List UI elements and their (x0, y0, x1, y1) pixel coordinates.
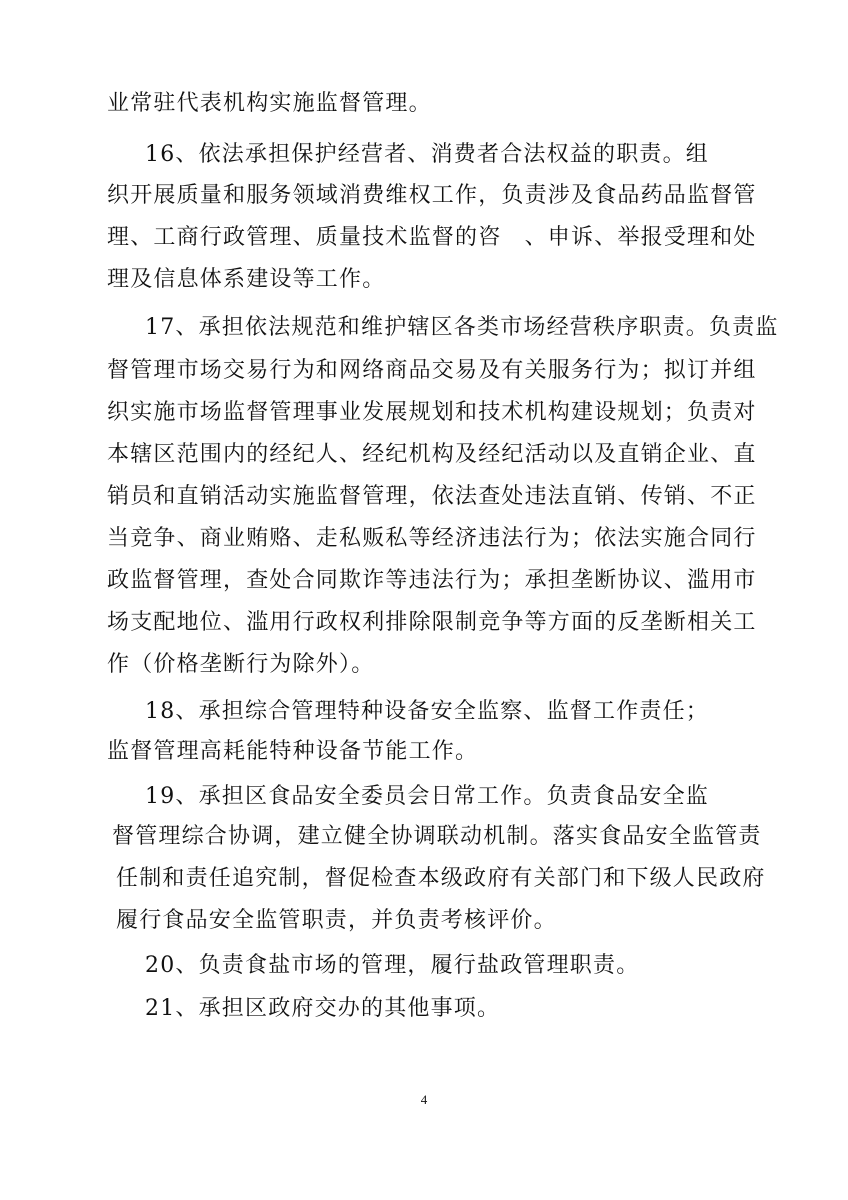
text-line: 理及信息体系建设等工作。 (107, 267, 386, 292)
text-line: 销员和直销活动实施监督管理，依法查处违法直销、传销、不正 (107, 484, 757, 509)
text-line: 政监督管理，查处合同欺诈等违法行为；承担垄断协议、滥用市 (107, 568, 757, 593)
text-line: 本辖区范围内的经纪人、经纪机构及经纪活动以及直销企业、直 (107, 442, 757, 467)
text-line: 监督管理高耗能特种设备节能工作。 (107, 739, 479, 764)
text-line: 16、依法承担保护经营者、消费者合法权益的职责。组 (145, 142, 709, 167)
text-line: 织开展质量和服务领域消费维权工作，负责涉及食品药品监督管 (107, 183, 757, 208)
text-line: 业常驻代表机构实施监督管理。 (107, 91, 432, 116)
text-line: 19、承担区食品安全委员会日常工作。负责食品安全监 (145, 784, 709, 809)
text-line: 18、承担综合管理特种设备安全监察、监督工作责任； (145, 699, 709, 724)
text-line: 督管理市场交易行为和网络商品交易及有关服务行为；拟订并组 (107, 358, 757, 383)
text-line: 履行食品安全监管职责，并负责考核评价。 (116, 908, 557, 933)
text-line: 督管理综合协调，建立健全协调联动机制。落实食品安全监管责 (112, 824, 762, 849)
text-line: 当竞争、商业贿赂、走私贩私等经济违法行为；依法实施合同行 (107, 526, 757, 551)
text-line: 17、承担依法规范和维护辖区各类市场经营秩序职责。负责监 (145, 315, 779, 340)
text-line: 理、工商行政管理、质量技术监督的咨 、申诉、举报受理和处 (107, 225, 757, 250)
text-line: 20、负责食盐市场的管理，履行盐政管理职责。 (145, 953, 640, 978)
page-number: 4 (420, 1092, 428, 1107)
text-line: 织实施市场监督管理事业发展规划和技术机构建设规划；负责对 (107, 400, 757, 425)
text-line: 21、承担区政府交办的其他事项。 (145, 996, 501, 1021)
text-line: 作（价格垄断行为除外）。 (107, 652, 375, 677)
text-line: 场支配地位、滥用行政权利排除限制竞争等方面的反垄断相关工 (107, 610, 757, 635)
text-line: 任制和责任追究制，督促检查本级政府有关部门和下级人民政府 (116, 866, 766, 891)
